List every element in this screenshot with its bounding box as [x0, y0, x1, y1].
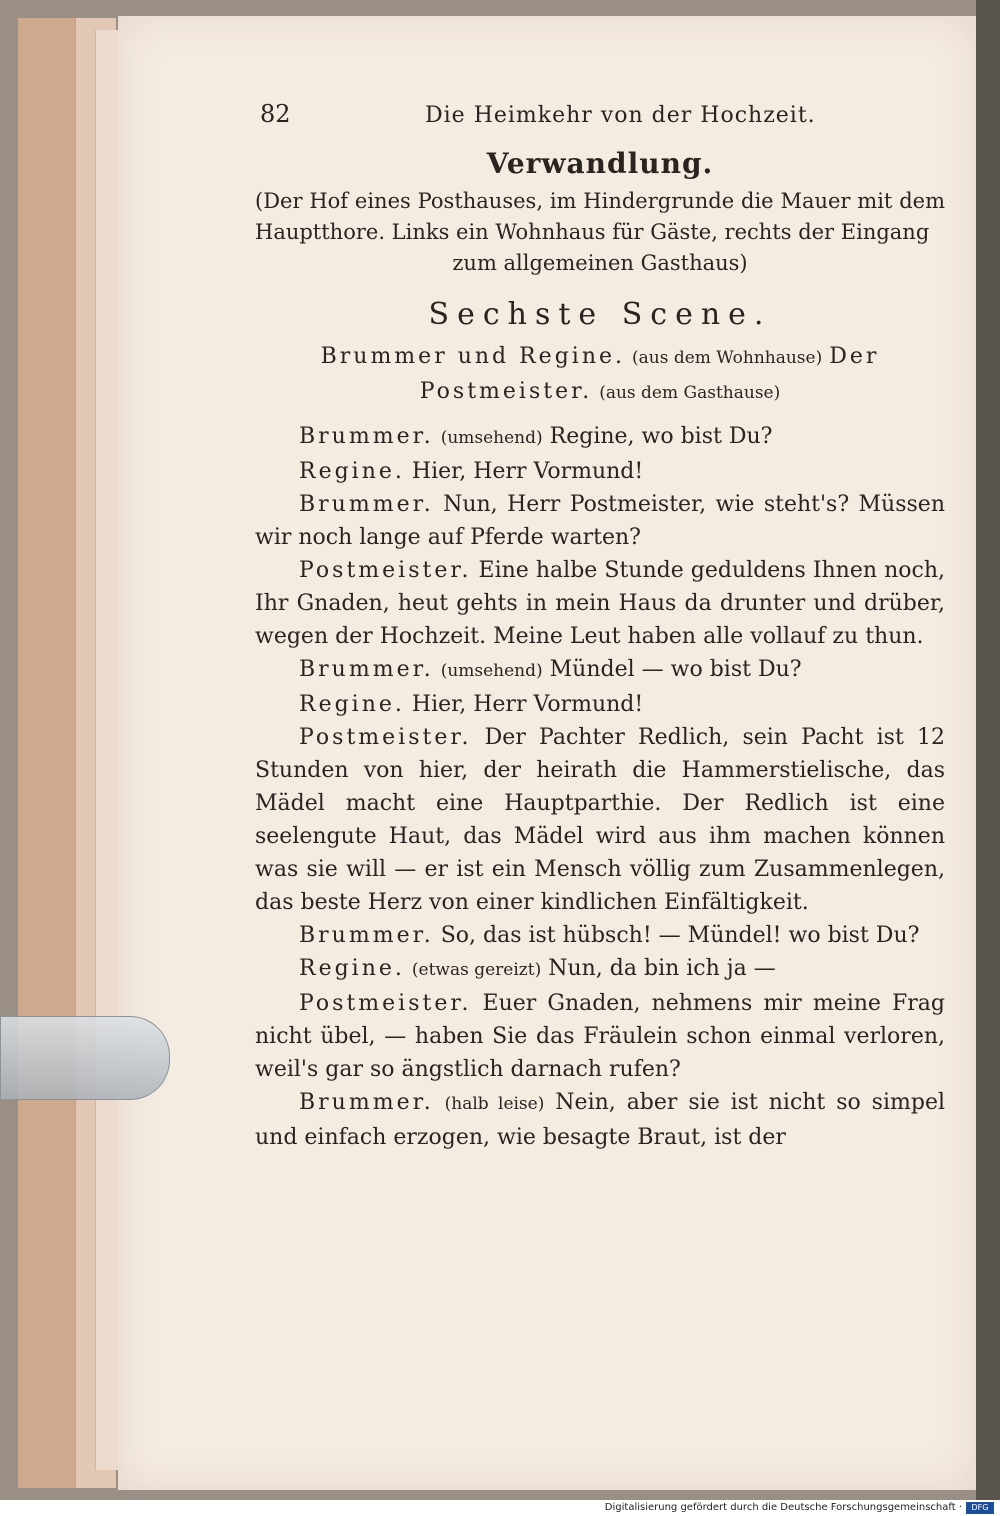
dialogue-paragraph: [255, 987, 945, 1086]
running-head: [255, 95, 945, 135]
page-clip: [0, 1016, 170, 1100]
dialogue-text: Eine halbe Stunde geduldens Ihnen noch, Ihr Gnaden, heut gehts in mein Haus da drunter und drüber, wegen der Hochzeit. Meine Leut haben alle vollauf zu thun.: [255, 558, 946, 649]
entry-paren-1: (aus dem Wohnhause): [632, 348, 823, 368]
stage-direction-inline: (etwas gereizt): [411, 960, 542, 980]
dialogue-text: Der Pachter Redlich, sein Pacht ist 12 Stunden von hier, der heirath die Hammerstielische, das Mädel macht eine Hauptparthie. Der Redlich ist eine seelengute Haut, das Mädel wird aus ihm machen können was sie will — er ist ein Mensch völlig zum Zusammenlegen, das beste Herz von einer kindlichen Einfältigkeit.: [255, 725, 945, 915]
stage-direction: (Der Hof eines Posthauses, im Hindergrunde die Mauer mit dem Hauptthore. Links ein Wohnhaus für Gäste, rechts der Eingang: [255, 189, 945, 244]
dialogue-text: So, das ist hübsch! — Mündel! wo bist Du?: [440, 923, 920, 948]
entry-paren-2: (aus dem Gasthause): [599, 383, 781, 403]
dialogue-paragraph: [255, 1086, 945, 1154]
scene-heading: Sechste Scene.: [428, 297, 772, 332]
speaker-name: Postmeister.: [299, 725, 472, 750]
dialogue-text: Nun, da bin ich ja —: [548, 956, 776, 981]
dialogue-paragraph: [255, 952, 945, 987]
dfg-logo: DFG: [966, 1502, 994, 1514]
stage-direction-end: zum allgemeinen Gasthaus): [452, 251, 748, 275]
speaker-name: Brummer.: [299, 657, 434, 682]
dialogue-text: Nein, aber sie ist nicht so simpel und einfach erzogen, wie besagte Braut, ist der: [255, 1090, 945, 1150]
stage-direction-inline: (umsehend): [440, 428, 543, 448]
dialogue-text: Mündel — wo bist Du?: [549, 657, 802, 682]
speaker-name: Brummer.: [299, 424, 434, 449]
running-title: Die Heimkehr von der Hochzeit.: [425, 103, 816, 128]
dialogue-paragraph: [255, 721, 945, 919]
speaker-name: Regine.: [299, 459, 405, 484]
footer: [0, 1500, 1000, 1516]
footer-credit: Digitalisierung gefördert durch die Deutsche Forschungsgemeinschaft ·: [604, 1502, 962, 1513]
speaker-name: Brummer.: [299, 923, 434, 948]
dialogue-paragraph: [255, 554, 945, 653]
speaker-name: Regine.: [299, 956, 405, 981]
entry-line: [255, 340, 945, 410]
scan-margin-right: [976, 0, 1000, 1500]
dialogue-text: Hier, Herr Vormund!: [411, 692, 644, 717]
dialogue-paragraph: [255, 455, 945, 488]
dialogue-paragraph: [255, 653, 945, 688]
speaker-name: Postmeister.: [299, 558, 472, 583]
dialogue-paragraph: [255, 488, 945, 554]
entry-names: Brummer und Regine.: [320, 344, 625, 369]
entry-mid: Der Postmeister.: [419, 344, 880, 404]
dialogue-text: Hier, Herr Vormund!: [411, 459, 644, 484]
speaker-name: Postmeister.: [299, 991, 472, 1016]
section-heading: Verwandlung.: [486, 147, 714, 180]
dialogue-list: [255, 420, 945, 1154]
dialogue-text: Regine, wo bist Du?: [549, 424, 773, 449]
dialogue-paragraph: [255, 688, 945, 721]
stage-direction-inline: (umsehend): [440, 661, 543, 681]
dialogue-paragraph: [255, 420, 945, 455]
page-number: 82: [260, 100, 291, 128]
speaker-name: Regine.: [299, 692, 405, 717]
dialogue-text: Euer Gnaden, nehmens mir meine Frag nicht übel, — haben Sie das Fräulein schon einmal verloren, weil's gar so ängstlich darnach rufen?: [255, 991, 945, 1082]
dialogue-text: Nun, Herr Postmeister, wie steht's? Müssen wir noch lange auf Pferde warten?: [255, 492, 945, 550]
speaker-name: Brummer.: [299, 1090, 434, 1115]
dialogue-paragraph: [255, 919, 945, 952]
page-content: [255, 95, 945, 1154]
stage-direction-inline: (halb leise): [444, 1094, 545, 1114]
speaker-name: Brummer.: [299, 492, 434, 517]
